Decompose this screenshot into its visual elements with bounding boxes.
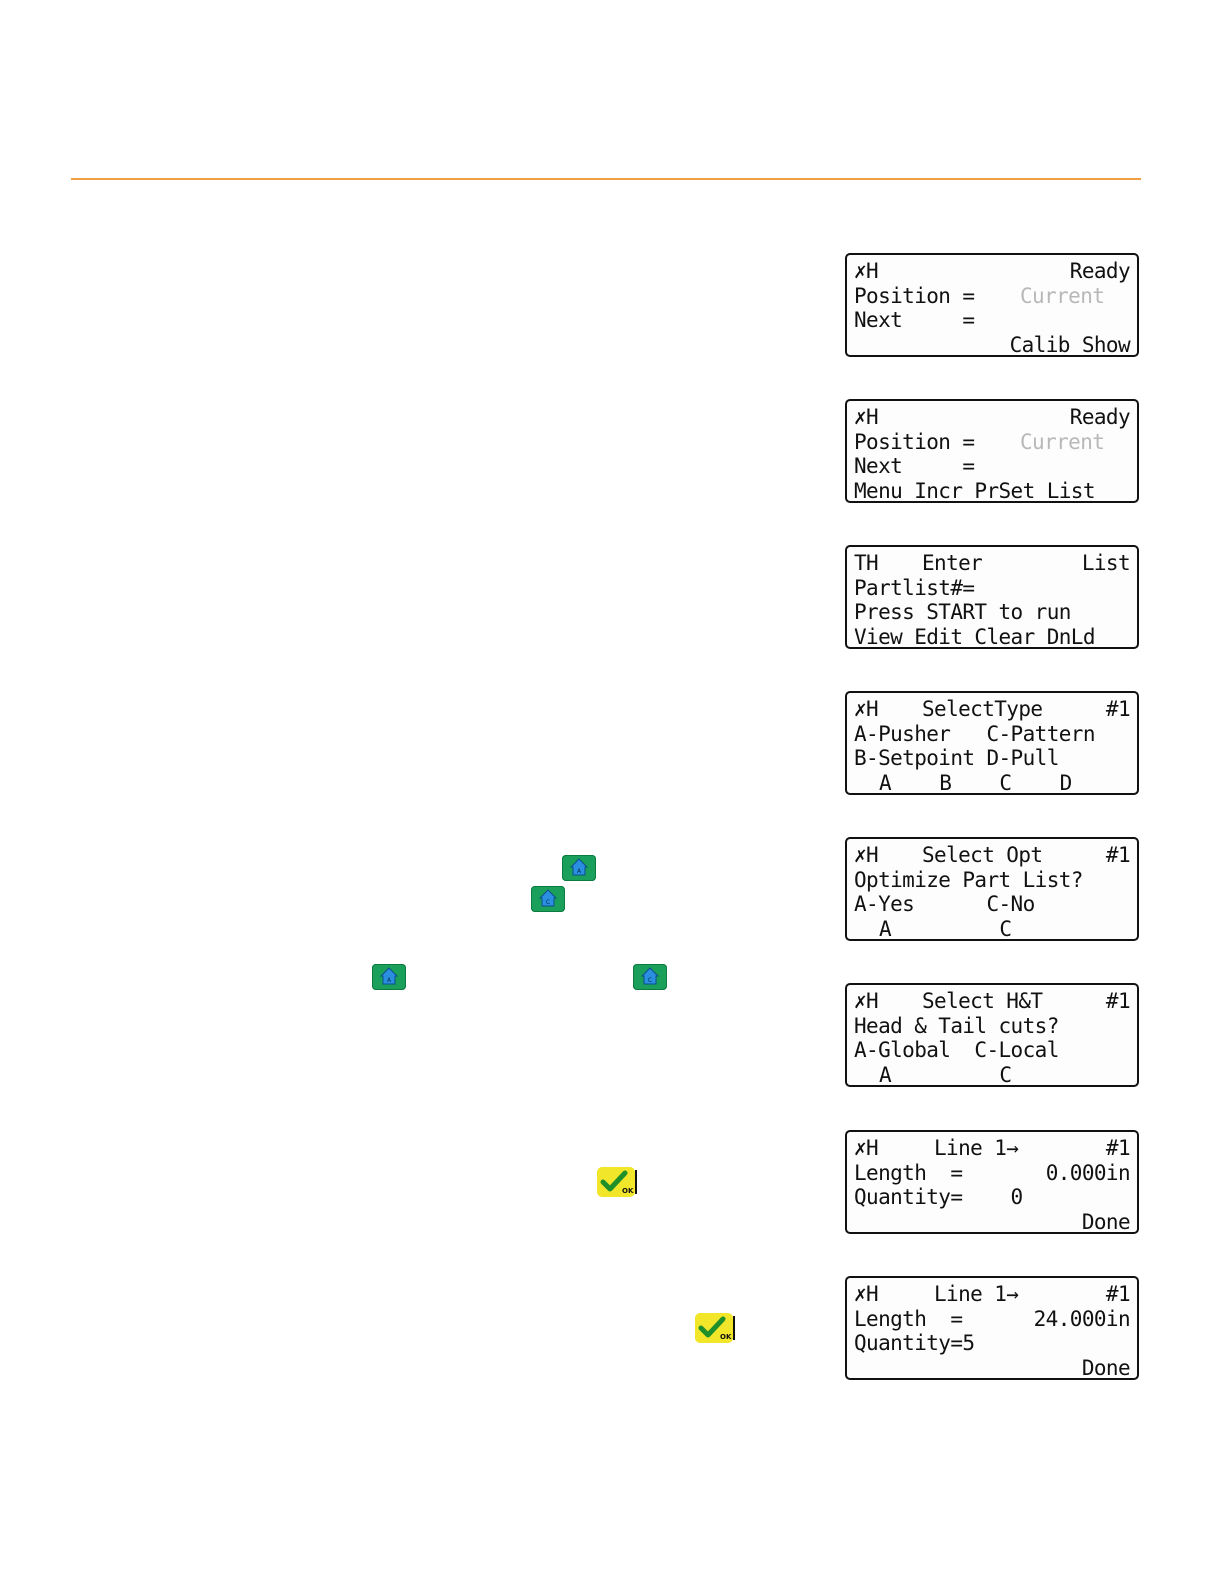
lcd-label: Length = [854, 1306, 963, 1331]
lcd-line: Next = [854, 308, 975, 332]
lcd-status: #1 [1105, 989, 1130, 1013]
lcd-softkeys: A C [879, 1062, 1012, 1087]
lcd-label: Position = [854, 429, 975, 454]
lcd-mode: Select Opt [922, 843, 1043, 867]
svg-text:A: A [386, 977, 392, 984]
svg-text:OK: OK [720, 1333, 732, 1341]
lcd-line: B-Setpoint D-Pull [854, 746, 1059, 770]
lcd-status-icon: ✗H [854, 1136, 879, 1160]
lcd-screen-enter-list [845, 545, 1139, 649]
svg-text:A: A [576, 868, 582, 875]
lcd-value: 24.000in [1033, 1306, 1130, 1331]
lcd-screen-select-opt [845, 837, 1139, 941]
lcd-mode: Enter [922, 551, 983, 575]
lcd-status: #1 [1105, 1136, 1130, 1160]
lcd-label: Length = [854, 1160, 963, 1185]
lcd-status: Ready [1069, 405, 1130, 429]
lcd-softkeys: A B C D [879, 770, 1072, 795]
lcd-line: Quantity= 0 [854, 1185, 1023, 1209]
ok-key-edge [635, 1170, 637, 1194]
lcd-softkeys: Calib Show [1009, 332, 1130, 357]
home-c-icon [633, 964, 667, 990]
lcd-line: Quantity=5 [854, 1331, 975, 1355]
home-a-icon [372, 964, 406, 990]
lcd-status-icon: ✗H [854, 1282, 879, 1306]
lcd-status-icon: ✗H [854, 989, 879, 1013]
lcd-line: Press START to run [854, 600, 1071, 624]
home-c-icon [531, 886, 565, 912]
lcd-mode: Select H&T [922, 989, 1043, 1013]
lcd-line: Head & Tail cuts? [854, 1013, 1059, 1038]
lcd-softkeys: View Edit Clear DnLd [854, 624, 1095, 649]
home-a-icon [562, 855, 596, 881]
lcd-label: Position = [854, 283, 975, 308]
lcd-screen-home-menu [845, 399, 1139, 503]
lcd-mode: Line 1→ [934, 1282, 1019, 1306]
lcd-status-icon: ✗H [854, 697, 879, 721]
svg-text:C: C [647, 977, 653, 984]
lcd-status-icon: TH [854, 551, 879, 575]
lcd-mode: Line 1→ [934, 1136, 1019, 1160]
ok-check-icon [597, 1167, 635, 1197]
lcd-line: Partlist#= [854, 575, 975, 600]
lcd-line: Next = [854, 454, 975, 478]
lcd-value: Current [1020, 283, 1105, 308]
lcd-line: Optimize Part List? [854, 867, 1083, 892]
lcd-status-icon: ✗H [854, 843, 879, 867]
ok-key-edge [733, 1316, 735, 1340]
lcd-screen-select-ht [845, 983, 1139, 1087]
lcd-screen-line-filled [845, 1276, 1139, 1380]
svg-text:C: C [545, 899, 551, 906]
lcd-line: A-Yes C-No [854, 892, 1035, 916]
header-divider [71, 178, 1141, 180]
lcd-softkeys: Done [1081, 1355, 1130, 1380]
lcd-value: 0.000in [1045, 1160, 1130, 1185]
lcd-status: Ready [1069, 259, 1130, 283]
lcd-status: #1 [1105, 1282, 1130, 1306]
lcd-softkeys: Done [1081, 1209, 1130, 1234]
lcd-screen-line-empty [845, 1130, 1139, 1234]
lcd-status: #1 [1105, 843, 1130, 867]
lcd-status-icon: ✗H [854, 259, 879, 283]
lcd-screen-home-calib [845, 253, 1139, 357]
lcd-status-icon: ✗H [854, 405, 879, 429]
svg-text:OK: OK [622, 1187, 634, 1195]
lcd-status: #1 [1105, 697, 1130, 721]
lcd-softkeys: Menu Incr PrSet List [854, 478, 1095, 503]
lcd-mode: SelectType [922, 697, 1043, 721]
lcd-screen-select-type [845, 691, 1139, 795]
lcd-line: A-Global C-Local [854, 1038, 1059, 1062]
ok-check-icon [695, 1313, 733, 1343]
lcd-softkeys: A C [879, 916, 1012, 941]
lcd-value: Current [1020, 429, 1105, 454]
lcd-line: A-Pusher C-Pattern [854, 721, 1095, 746]
lcd-status: List [1081, 551, 1130, 575]
